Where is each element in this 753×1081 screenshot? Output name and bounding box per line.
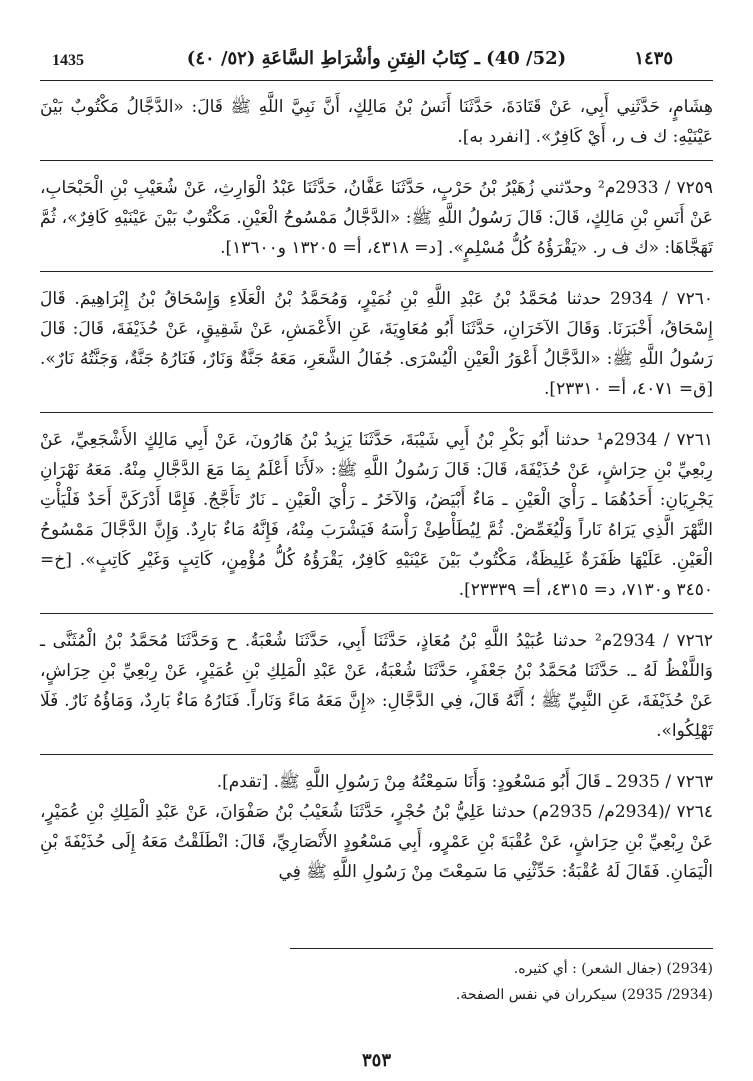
hadith-paragraph: ٧٢٦١ / 2934م¹ حدثنا أَبُو بَكْرِ بْنُ أَبِي شَيْبَةَ، حَدَّثَنَا يَزِيدُ بْنُ هَارُونَ، عَنْ أَبِي مَالِكٍ الأَشْجَعِيِّ، عَنْ رِبْعِيِّ بْنِ حِرَاشٍ، عَنْ حُذَيْفَةَ، قَالَ: قَالَ رَسُولُ اللَّهِ ﷺ: «لَأَنَا أَعْلَمُ بِمَا مَعَ الدَّجَّالِ مِنْهُ. مَعَهُ نَهْرَانِ يَجْرِيَانِ: أَحَدُهُمَا ـ رَأْيَ الْعَيْنِ ـ مَاءٌ أَبْيَضُ، وَالآخَرُ ـ رَأْيَ الْعَيْنِ ـ نَارٌ تَأَجَّجُ. فَإِمَّا أَدْرَكَنَّ أَحَدٌ فَلْيَأْتِ النَّهْرَ الَّذِي يَرَاهُ نَاراً وَلْيُغَمِّضْ. ثُمَّ لِيُطَأْطِئْ رَأْسَهُ فَيَشْرَبَ مِنْهُ، فَإِنَّهُ مَاءٌ بَارِدٌ. وَإِنَّ الدَّجَّالَ مَمْسُوحُ الْعَيْنِ. عَلَيْهَا ظَفَرَةٌ غَلِيظَةٌ، مَكْتُوبٌ بَيْنَ عَيْنَيْهِ كَافِرٌ، يَقْرَؤُهُ كُلُّ مُؤْمِنٍ، كَاتِبٍ وَغَيْرِ كَاتِبٍ». [خ= ٣٤٥٠ و٧١٣٠، د= ٤٣١٥، أ= ٢٣٣٣٩]. <box>40 430 713 600</box>
divider <box>40 754 713 755</box>
hadith-paragraph: هِشَامٍ، حَدَّثَنِي أَبِي، عَنْ قَتَادَةَ، حَدَّثَنَا أَنَسُ بْنُ مَالِكٍ، أَنَّ نَبِيَّ اللَّهِ ﷺ قَالَ: «الدَّجَّالُ مَكْتُوبٌ بَيْنَ عَيْنَيْهِ: ك ف ر، أَيْ كَافِرٌ». [انفرد به]. <box>40 97 713 147</box>
footnote: (2934) (جفال الشعر) : أي كثيره. <box>513 961 713 977</box>
hadith-paragraph: ٧٢٦٤ /(2934م/ 2935م) حدثنا عَلِيُّ بْنُ حُجْرٍ، حَدَّثَنَا شُعَيْبُ بْنُ صَفْوَانَ، عَنْ عَبْدِ الْمَلِكِ بْنِ عُمَيْرٍ، عَنْ رِبْعِيِّ بْنِ حِرَاشٍ، عَنْ عُقْبَةَ بْنِ عَمْرٍو، أَبِي مَسْعُودٍ الأَنْصَارِيِّ، قَالَ: انْطَلَقْتُ مَعَهُ إِلَى حُذَيْفَةَ بْنِ الْيَمَانِ. فَقَالَ لَهُ عُقْبَةُ: حَدِّثْنِي مَا سَمِعْتَ مِنْ رَسُولِ اللَّهِ ﷺ فِي <box>40 802 713 882</box>
divider <box>40 613 713 614</box>
page-number-arabic-header: ١٤٣٥ <box>634 48 673 69</box>
hadith-paragraph: ٧٢٦٢ / 2934م² حدثنا عُبَيْدُ اللَّهِ بْنُ مُعَاذٍ، حَدَّثَنَا أَبِي، حَدَّثَنَا شُعْبَةُ. ح وَحَدَّثَنَا مُحَمَّدُ بْنُ الْمُثَنَّى ـ وَاللَّفْظُ لَهُ ـ. حَدَّثَنَا مُحَمَّدُ بْنُ جَعْفَرٍ، حَدَّثَنَا شُعْبَةُ، عَنْ عَبْدِ الْمَلِكِ بْنِ عُمَيْرٍ، عَنْ رِبْعِيِّ بْنِ حِرَاشٍ، عَنْ حُذَيْفَةَ، عَنِ النَّبِيِّ ﷺ ؛ أَنَّهُ قَالَ، فِي الدَّجَّالِ: «إِنَّ مَعَهُ مَاءً وَنَاراً. فَنَارُهُ مَاءٌ بَارِدٌ، وَمَاؤُهُ نَارٌ. فَلَا تَهْلِكُوا». <box>40 631 713 741</box>
page-body <box>40 92 713 887</box>
divider <box>40 271 713 272</box>
footnote-rule <box>290 948 713 949</box>
page-title: (52/ 40) ـ كِتَابُ الفِتَنِ وأشْرَاطِ السَّاعَةِ (٥٢/ ٤٠) <box>186 48 567 69</box>
hadith-paragraph: ٧٢٦٠ / 2934 حدثنا مُحَمَّدُ بْنُ عَبْدِ اللَّهِ بْنِ نُمَيْرٍ، وَمُحَمَّدُ بْنُ الْعَلَاءِ وَإِسْحَاقُ بْنُ إِبْرَاهِيمَ. قَالَ إِسْحَاقُ، أَخْبَرَنَا. وَقَالَ الآخَرَانِ، حَدَّثَنَا أَبُو مُعَاوِيَةَ، عَنِ الأَعْمَشِ، عَنْ شَقِيقٍ، عَنْ حُذَيْفَةَ، قَالَ: قَالَ رَسُولُ اللَّهِ ﷺ: «الدَّجَّالُ أَعْوَرُ الْعَيْنِ الْيُسْرَى. جُفَالُ الشَّعَرِ، مَعَهُ جَنَّةٌ وَنَارٌ، فَنَارُهُ جَنَّةٌ، وَجَنَّتُهُ نَارٌ». [ق= ٤٠٧١، أ= ٢٣٣١٠]. <box>40 289 713 399</box>
divider <box>40 412 713 413</box>
page-number: ٣٥٣ <box>361 1050 391 1071</box>
footnotes <box>40 956 713 1008</box>
hadith-paragraph: ٧٢٥٩ / 2933م² وحدّثني زُهَيْرُ بْنُ حَرْبٍ، حَدَّثَنَا عَفَّانُ، حَدَّثَنَا عَبْدُ الْوَارِثِ، عَنْ شُعَيْبِ بْنِ الْحَبْحَابِ، عَنْ أَنَسِ بْنِ مَالِكٍ، قَالَ: قَالَ رَسُولُ اللَّهِ ﷺ: «الدَّجَّالُ مَمْسُوحُ الْعَيْنِ. مَكْتُوبٌ بَيْنَ عَيْنَيْهِ كَافِرٌ»، ثُمَّ تَهَجَّاهَا: «ك ف ر. «يَقْرَؤُهُ كُلُّ مُسْلِمٍ». [د= ٤٣١٨، أ= ١٣٢٠٥ و١٣٦٠٠]. <box>40 178 713 258</box>
hadith-paragraph: ٧٢٦٣ / 2935 ـ قَالَ أَبُو مَسْعُودٍ: وَأَنَا سَمِعْتُهُ مِنْ رَسُولِ اللَّهِ ﷺ. [تقدم]. <box>216 772 713 792</box>
page-number-latin: 1435 <box>52 52 84 69</box>
page-header <box>40 44 713 81</box>
footnote: (2934/ 2935) سيكرران في نفس الصفحة. <box>455 987 713 1003</box>
divider <box>40 160 713 161</box>
